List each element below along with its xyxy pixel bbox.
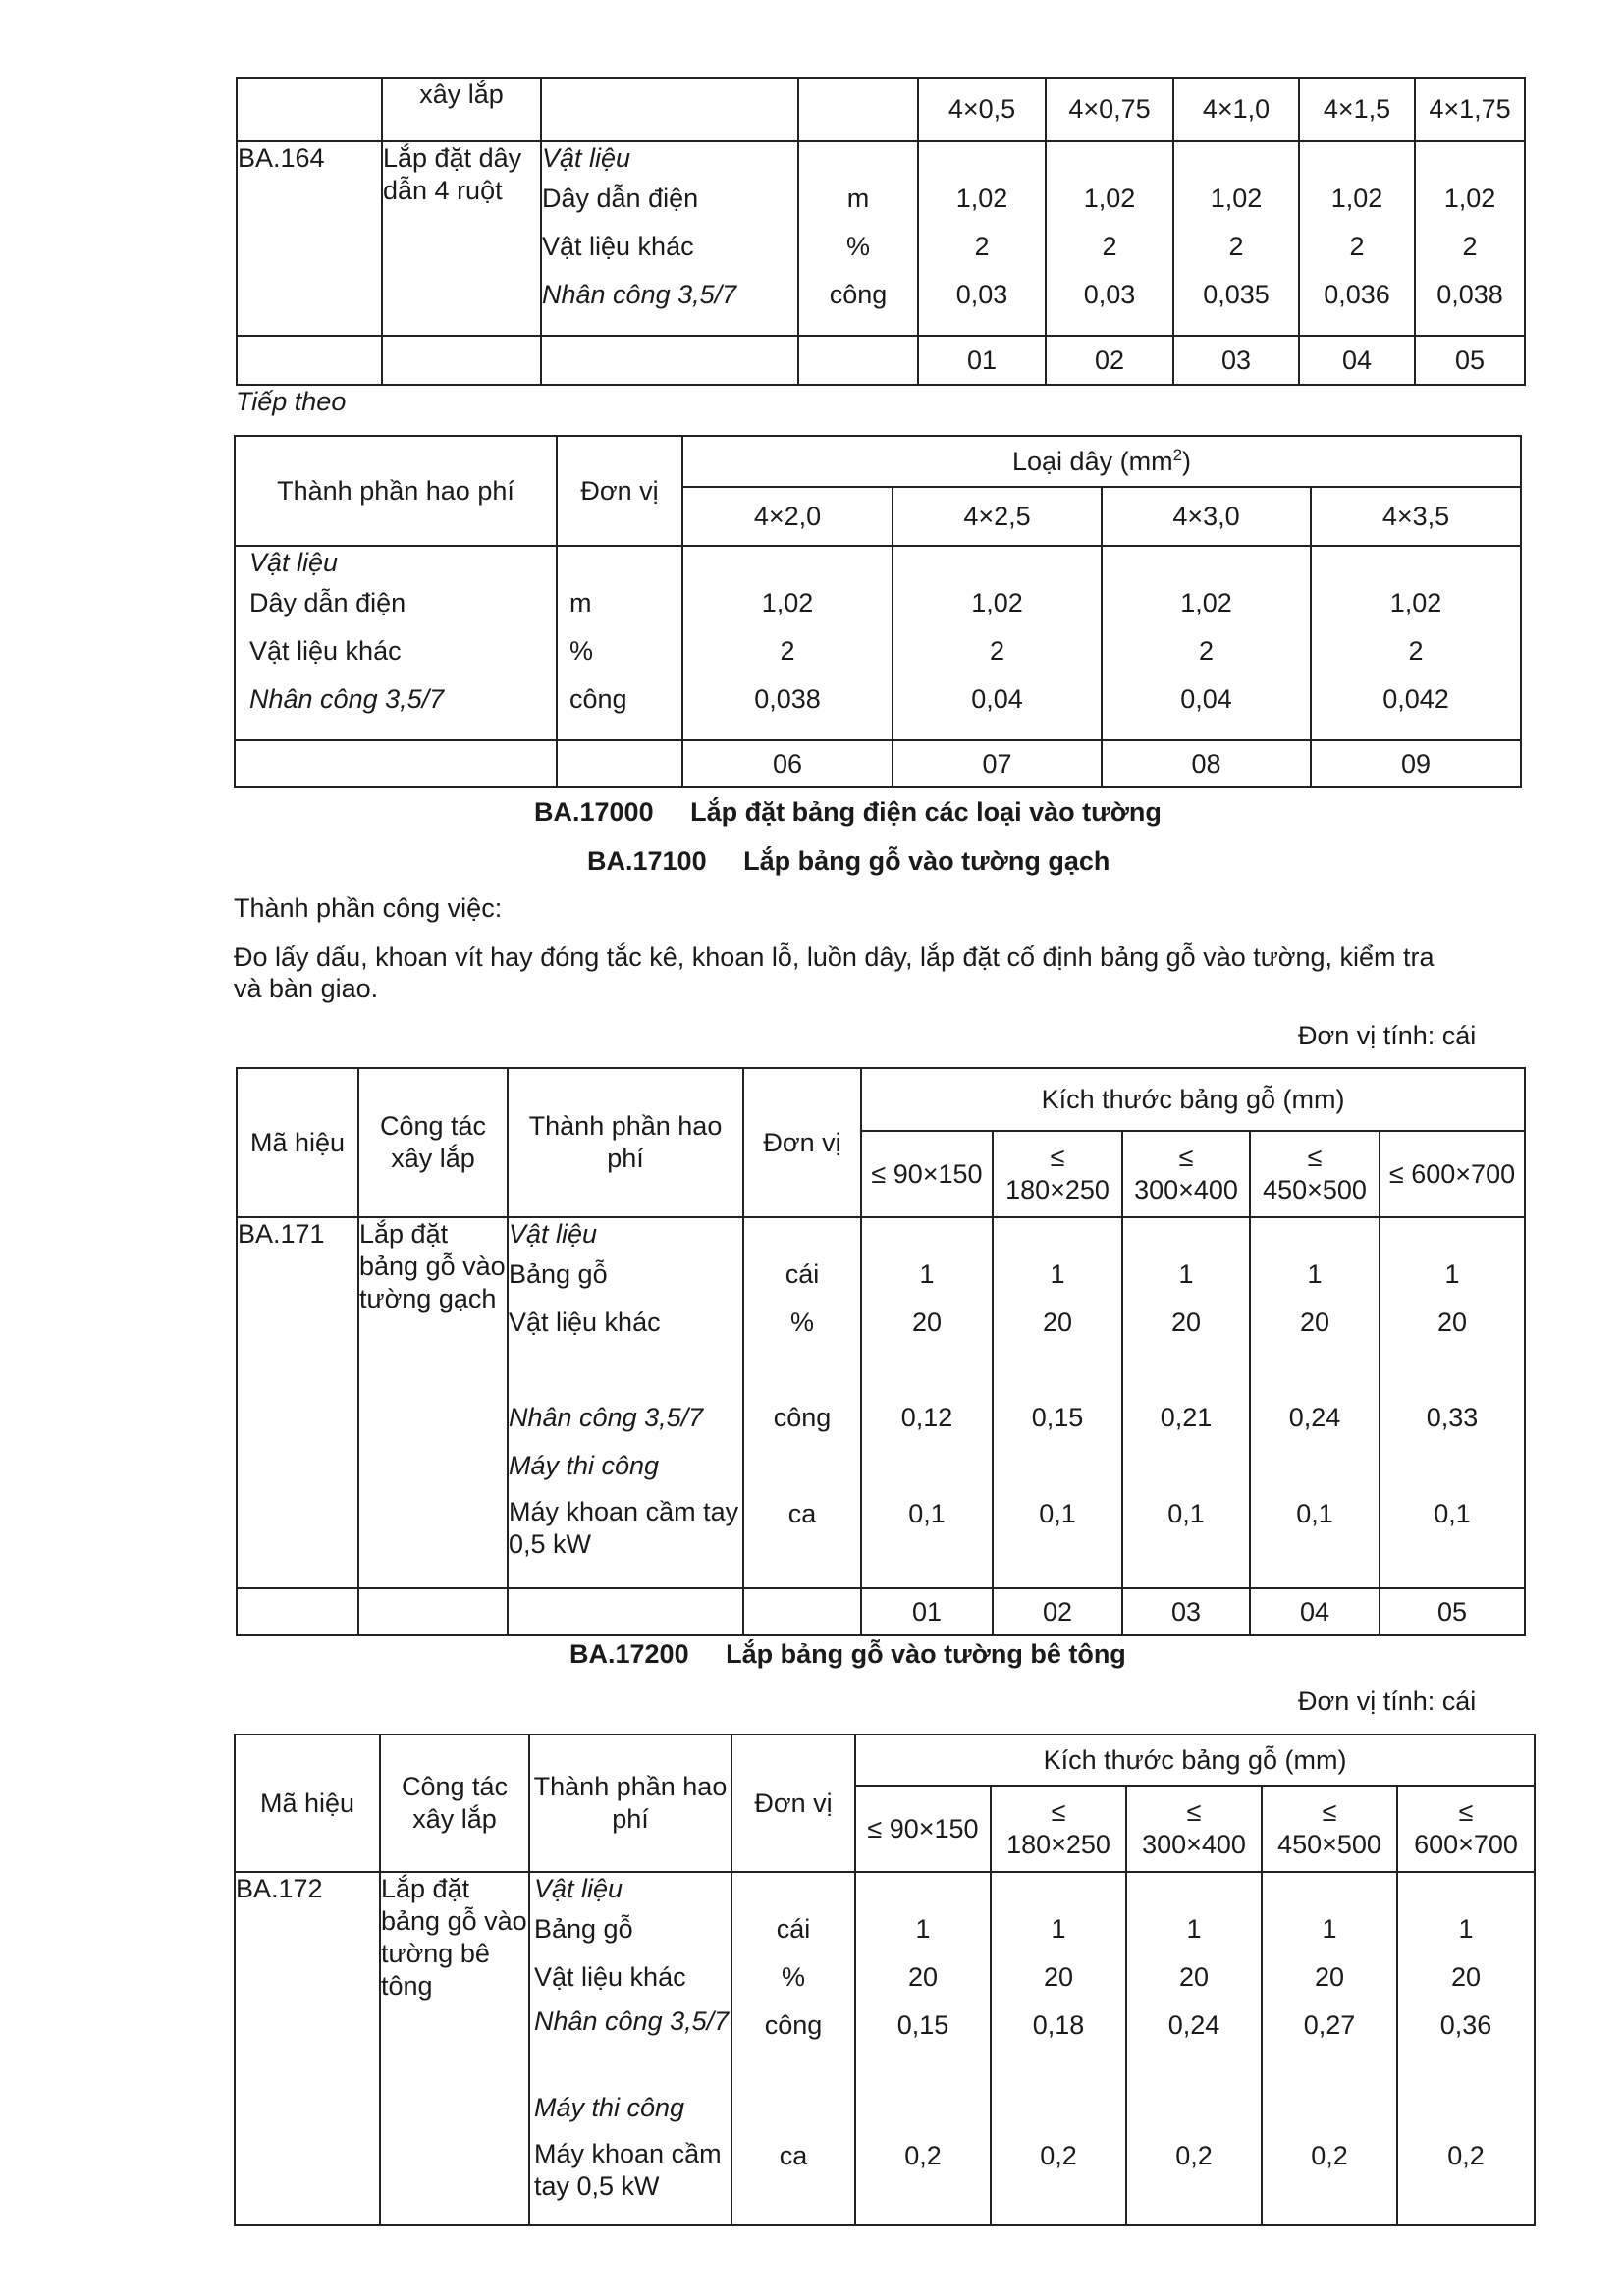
ma-hieu: BA.171	[237, 1217, 358, 1588]
size-header: ≤ 180×250	[993, 1131, 1122, 1217]
cong-tac: Lắp đặt bảng gỗ vào tường gạch	[358, 1217, 508, 1588]
size-header: ≤ 600×700	[1397, 1786, 1535, 1872]
cong-tac: Lắp đặt bảng gỗ vào tường bê tông	[380, 1872, 529, 2225]
size-header: 4×0,5	[918, 78, 1046, 141]
code-cell	[358, 1588, 508, 1635]
code-cell: 01	[861, 1588, 993, 1635]
code-cell	[382, 336, 541, 385]
table-ba164	[236, 77, 1526, 386]
header-kich-thuoc: Kích thước bảng gỗ (mm)	[861, 1068, 1525, 1131]
code-cell: 04	[1299, 336, 1415, 385]
code-cell: 02	[1046, 336, 1173, 385]
value-col: 1,02 2 0,042	[1311, 546, 1521, 740]
value-col: 1 20 0,27 0,2	[1262, 1872, 1397, 2225]
ma-hieu: BA.164	[237, 141, 382, 336]
value-col: 1,02 2 0,03	[918, 141, 1046, 336]
header-cell	[237, 78, 382, 141]
size-header: 4×2,5	[893, 487, 1102, 546]
value-col: 1 20 0,15 0,2	[855, 1872, 991, 2225]
value-col: 1 20 0,24 0,2	[1126, 1872, 1262, 2225]
header-ma-hieu: Mã hiệu	[235, 1735, 380, 1872]
code-cell: 02	[993, 1588, 1122, 1635]
code-cell: 04	[1250, 1588, 1380, 1635]
code-cell: 05	[1380, 1588, 1525, 1635]
code-cell	[508, 1588, 743, 1635]
size-header: ≤ 600×700	[1380, 1131, 1525, 1217]
code-cell: 08	[1102, 740, 1311, 787]
table-ba164-cont	[234, 435, 1522, 788]
unit-col: cái % công ca	[743, 1217, 861, 1588]
size-header: 4×2,0	[682, 487, 893, 546]
size-header: 4×1,5	[1299, 78, 1415, 141]
header-thanh-phan: Thành phần hao phí	[508, 1068, 743, 1217]
table-ba171	[236, 1067, 1526, 1636]
thanh-phan-col: Vật liệu Dây dẫn điện Vật liệu khác Nhân công 3,5/7	[235, 546, 557, 740]
size-header: ≤ 90×150	[855, 1786, 991, 1872]
unit-col: m % công	[798, 141, 918, 336]
value-col: 1 20 0,18 0,2	[991, 1872, 1126, 2225]
value-col: 1 20 0,36 0,2	[1397, 1872, 1535, 2225]
header-ma-hieu: Mã hiệu	[237, 1068, 358, 1217]
value-col: 1,02 2 0,038	[1415, 141, 1525, 336]
size-header: 4×3,5	[1311, 487, 1521, 546]
header-don-vi: Đơn vị	[743, 1068, 861, 1217]
size-header: 4×1,0	[1173, 78, 1299, 141]
code-cell: 07	[893, 740, 1102, 787]
value-col: 1 20 0,24 0,1	[1250, 1217, 1380, 1588]
header-cong-tac: Công tác xây lắp	[358, 1068, 508, 1217]
code-cell	[541, 336, 798, 385]
value-col: 1,02 2 0,04	[893, 546, 1102, 740]
subsection-heading: BA.17100 Lắp bảng gỗ vào tường gạch	[587, 846, 1110, 876]
work-description-line: và bàn giao.	[234, 974, 379, 1003]
size-header: ≤ 300×400	[1122, 1131, 1250, 1217]
code-cell: 03	[1122, 1588, 1250, 1635]
header-don-vi: Đơn vị	[557, 436, 682, 546]
value-col: 1,02 2 0,035	[1173, 141, 1299, 336]
header-cell	[798, 78, 918, 141]
code-cell: 03	[1173, 336, 1299, 385]
header-loai-day: Loại dây $(mm^2)$	[682, 436, 1521, 487]
value-col: 1 20 0,33 0,1	[1380, 1217, 1525, 1588]
value-col: 1,02 2 0,036	[1299, 141, 1415, 336]
unit-col: cái % công ca	[731, 1872, 855, 2225]
size-header: 4×3,0	[1102, 487, 1311, 546]
unit-note: Đơn vị tính: cái	[1298, 1021, 1477, 1050]
size-header: ≤ 450×500	[1262, 1786, 1397, 1872]
header-don-vi: Đơn vị	[731, 1735, 855, 1872]
code-cell	[237, 1588, 358, 1635]
value-col: 1,02 2 0,038	[682, 546, 893, 740]
size-header: 4×0,75	[1046, 78, 1173, 141]
header-cong-tac: xây lắp	[382, 78, 541, 141]
value-col: 1,02 2 0,04	[1102, 546, 1311, 740]
value-col: 1 20 0,21 0,1	[1122, 1217, 1250, 1588]
code-cell: 06	[682, 740, 893, 787]
size-header: ≤ 90×150	[861, 1131, 993, 1217]
size-header: ≤ 300×400	[1126, 1786, 1262, 1872]
code-cell: 09	[1311, 740, 1521, 787]
code-cell	[743, 1588, 861, 1635]
thanh-phan-col: Vật liệu Bảng gỗ Vật liệu khác Nhân công 3,5/7 Máy thi công Máy khoan cầm tay 0,5 kW	[529, 1872, 731, 2225]
table-ba172	[234, 1734, 1536, 2226]
size-header: ≤ 180×250	[991, 1786, 1126, 1872]
code-cell	[557, 740, 682, 787]
header-thanh-phan: Thành phần hao phí	[235, 436, 557, 546]
cong-tac: Lắp đặt dây dẫn 4 ruột	[382, 141, 541, 336]
tiep-theo: Tiếp theo	[236, 387, 347, 416]
code-cell	[798, 336, 918, 385]
value-col: 1 20 0,12 0,1	[861, 1217, 993, 1588]
code-cell: 01	[918, 336, 1046, 385]
work-components-label: Thành phần công việc:	[234, 893, 503, 923]
value-col: 1,02 2 0,03	[1046, 141, 1173, 336]
header-thanh-phan: Thành phần hao phí	[529, 1735, 731, 1872]
code-cell: 05	[1415, 336, 1525, 385]
work-description-line: Đo lấy dấu, khoan vít hay đóng tắc kê, khoan lỗ, luồn dây, lắp đặt cố định bảng gỗ vào tường, kiểm tra	[234, 942, 1435, 972]
code-cell	[237, 336, 382, 385]
code-cell	[235, 740, 557, 787]
thanh-phan-col: Vật liệu Bảng gỗ Vật liệu khác Nhân công 3,5/7 Máy thi công Máy khoan cầm tay 0,5 kW	[508, 1217, 743, 1588]
header-cong-tac: Công tác xây lắp	[380, 1735, 529, 1872]
unit-note: Đơn vị tính: cái	[1298, 1686, 1477, 1716]
ma-hieu: BA.172	[235, 1872, 380, 2225]
size-header: 4×1,75	[1415, 78, 1525, 141]
size-header: ≤ 450×500	[1250, 1131, 1380, 1217]
header-kich-thuoc: Kích thước bảng gỗ (mm)	[855, 1735, 1535, 1786]
unit-col: m % công	[557, 546, 682, 740]
thanh-phan-col: Vật liệu Dây dẫn điện Vật liệu khác Nhân công 3,5/7	[541, 141, 798, 336]
header-cell	[541, 78, 798, 141]
section-heading: BA.17000 Lắp đặt bảng điện các loại vào tường	[534, 797, 1162, 827]
subsection-heading: BA.17200 Lắp bảng gỗ vào tường bê tông	[569, 1639, 1126, 1669]
value-col: 1 20 0,15 0,1	[993, 1217, 1122, 1588]
